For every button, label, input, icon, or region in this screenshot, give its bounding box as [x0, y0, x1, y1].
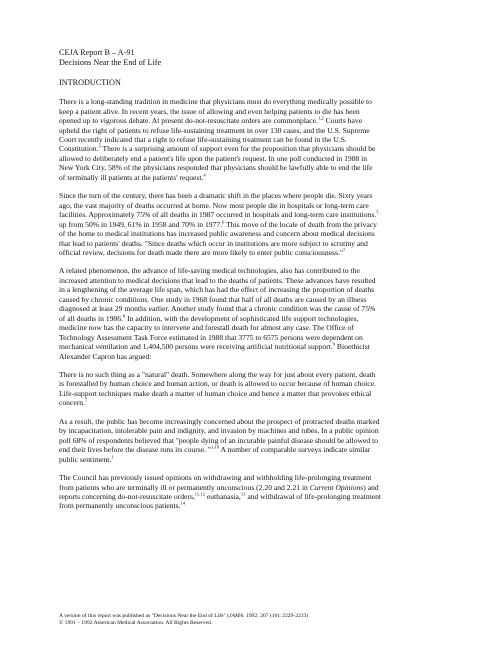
text-line: up from 50% in 1949, 61% in 1958 and 70% in 1977.$^6$ This move of the locale of death from the privacy — [59, 219, 377, 229]
citation-ref: 4 — [203, 172, 206, 178]
citation-ref: 6 — [222, 219, 225, 225]
body-paragraph — [59, 97, 462, 182]
text-line: concern.$^7$ — [59, 397, 88, 408]
text-line: Life-support techniques make death a matter of human choice and hence a matter that provokes ethical — [59, 388, 372, 398]
text-line: of all deaths in 1986.$^8$ In addition, with the development of sophisticated life support technologies, — [59, 313, 359, 323]
text-line: keep a patient alive. In recent years, the issue of allowing and even helping patients to die has been — [59, 106, 360, 116]
text-line: of the home to medical institutions has increased public awareness and concern about medical decisions — [59, 229, 375, 239]
section-heading: INTRODUCTION — [59, 77, 121, 87]
text-line: is forestalled by human choice and human action, or death is allowed to occur because of human choice. — [59, 379, 376, 389]
report-header — [59, 48, 462, 69]
text-line: from permanently unconscious patients.$^{14}$ — [59, 500, 186, 511]
italic-title: Current Opinions — [309, 482, 364, 492]
citation-ref: 13 — [240, 491, 246, 497]
text-line: official review, decisions for death made there are more likely to enter public consciousness."$^7$ — [59, 247, 346, 258]
text-line: ago, the vast majority of deaths occurred at home. Now most people die in hospitals or long-term care — [59, 200, 369, 210]
text-line: upheld the right of patients to refuse life-sustaining treatment in over 130 cases, and the U.S. Supreme — [59, 125, 370, 135]
text-line: Alexander Capron has argued: — [59, 351, 152, 361]
text-line: medicine now has the capacity to intervene and forestall death for almost any case. The Office of — [59, 323, 354, 333]
text-line: Since the turn of the century, there has been a dramatic shift in the places where people die. Sixty years — [59, 191, 373, 201]
citation-ref: 3 — [98, 143, 101, 149]
body-paragraph — [59, 370, 462, 408]
text-line: There is no such thing as a "natural" death. Somewhere along the way for just about every patient, death — [59, 370, 376, 379]
body-paragraph — [59, 191, 462, 257]
citation-ref: 1,2 — [317, 115, 324, 121]
citation-ref: 1,10 — [210, 444, 220, 450]
text-line: by incapacitation, intolerable pain and indignity, and invasion by machines and tubes. In a public opinion — [59, 426, 379, 436]
report-title: Decisions Near the End of Life — [59, 58, 162, 68]
footer-copyright: © 1991 – 1992 American Medical Association. All Rights Reserved. — [59, 620, 213, 626]
italic-title: JAMA — [229, 613, 244, 619]
text-line: in a lengthening of the average life span, which has had the effect of increasing the proportion of deaths — [59, 285, 375, 295]
text-line: The Council has previously issued opinions on withdrawing and withholding life-prolonging treatment — [59, 473, 372, 483]
text-line: Court recently indicated that a right to refuse life-sustaining treatment can be found in the U.S. — [59, 135, 347, 145]
text-line: public sentiment.$^1$ — [59, 454, 114, 464]
citation-ref: 1 — [111, 454, 114, 460]
text-line: allowed to deliberately end a patient's life upon the patient's request. In one poll conducted in 1988 in — [59, 153, 368, 163]
text-line: diagnosed at least 29 months earlier. Another study found that a chronic condition was the cause of 75% — [59, 304, 376, 314]
citation-ref: 9 — [332, 341, 336, 347]
text-line: of terminally ill patients at the patients' request.$^4$ — [59, 172, 206, 182]
text-line: facilities. Approximately 75% of all deaths in 1987 occurred in hospitals and long-term care institutions.$^5$ — [59, 209, 379, 220]
citation-ref: 7 — [84, 397, 88, 403]
text-line: increased attention to medical decisions that lead to the deaths of patients. These advances have resulted — [59, 275, 376, 285]
text-line: New York City, 58% of the physicians responded that physicians should be lawfully able to end the life — [59, 163, 373, 173]
citation-ref: 5 — [376, 209, 379, 215]
citation-ref: 7 — [342, 247, 346, 253]
text-line: from patients who are terminally ill or permanently unconscious (2.20 and 2.21 in Current Opinions) and — [59, 482, 379, 492]
text-line: Constitution.$^3$ There is a surprising amount of support even for the proposition that physicians should be — [59, 143, 376, 154]
body-paragraph — [59, 417, 462, 464]
text-line: Technology Assessment Task Force estimated in 1988 that 3775 to 6575 persons were dependent on — [59, 332, 363, 342]
text-line: caused by chronic conditions. One study in 1968 found that half of all deaths are caused by an illness — [59, 294, 367, 304]
text-line: mechanical ventilation and 1,404,500 persons were receiving artificial nutritional support.$^9$ Bioethicist — [59, 341, 370, 352]
report-id: CEJA Report B – A-91 — [59, 48, 135, 57]
text-line: reports concerning do-not-resuscitate orders,$^{11,12}$ euthanasia,$^{13}$ and withdrawal of life-prolonging treatment — [59, 491, 382, 501]
citation-ref: 11,12 — [194, 491, 205, 497]
citation-ref: 14 — [180, 500, 186, 506]
text-line: There is a long-standing tradition in medicine that physicians must do everything medically possible to — [59, 97, 372, 107]
text-line: As a result, the public has become increasingly concerned about the prospect of protracted deaths marked — [59, 416, 380, 426]
page-footer — [59, 613, 459, 627]
body-paragraph — [59, 266, 462, 361]
citation-ref: 8 — [122, 313, 126, 319]
footer-publication-note: A version of this report was published as "Decisions Near the End of Life" (JAMA. 1992; 267 (16): 2229-2233) — [59, 613, 309, 619]
body-paragraph — [59, 473, 462, 511]
report-body — [59, 97, 462, 511]
text-line: opened up to vigorous debate. At present do-not-resuscitate orders are commonplace.$^{1,2}$ Courts have — [59, 115, 363, 126]
text-line: that lead to patients' deaths. "Since deaths which occur in institutions are more subject to scrutiny and — [59, 238, 368, 248]
text-line: A related phenomenon, the advance of life-saving medical technologies, also has contributed to the — [59, 266, 360, 276]
text-line: end their lives before the disease runs its course. "$^{1,10}$ A number of comparable surveys indicate similar — [59, 444, 371, 455]
text-line: poll 68% of respondents believed that "people dying of an incurable painful disease should be allowed to — [59, 435, 379, 445]
